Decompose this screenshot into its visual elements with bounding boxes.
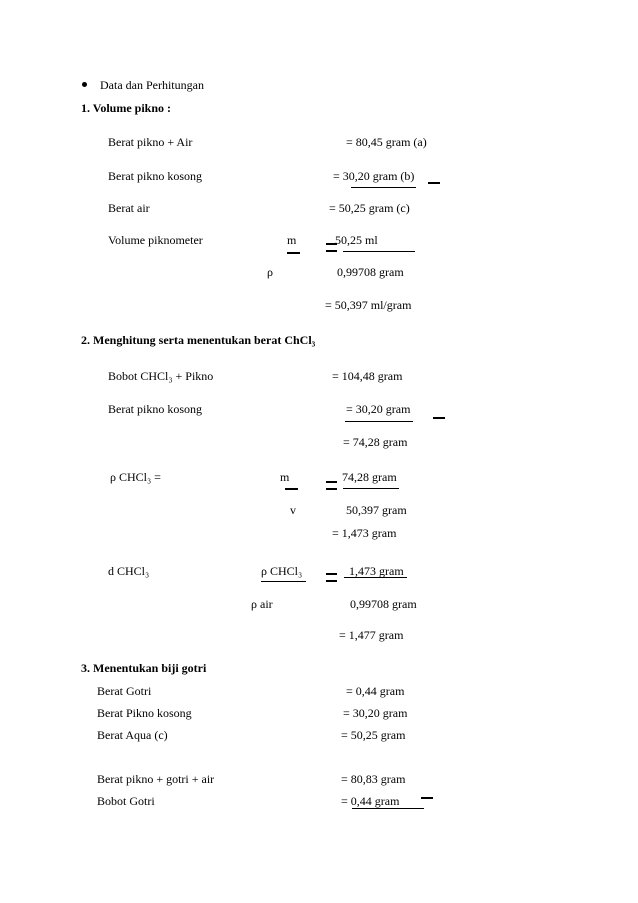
s3-row-label: Bobot Gotri [97, 794, 155, 808]
s1-row2-value: = 30,20 gram (b) [333, 169, 415, 183]
section-1-title: 1. Volume pikno : [81, 101, 172, 115]
s2-row1-label: Bobot CHCl₃ + Pikno [108, 369, 214, 383]
s2-rho-num-value: 74,28 gram [342, 470, 397, 484]
s1-row2-underline [351, 187, 416, 188]
s2-rho-num-symbol: m [280, 470, 290, 484]
s2-d-bar-left [261, 581, 306, 582]
s2-row2-result: = 74,28 gram [343, 435, 408, 449]
s3-row-value: = 30,20 gram [343, 706, 408, 720]
section-3-title: 3. Menentukan biji gotri [81, 661, 207, 675]
s2-row1-value: = 104,48 gram [332, 369, 403, 383]
s1-frac-den-symbol: ρ [267, 265, 273, 279]
equals-sign [326, 481, 337, 490]
s1-row3-label: Berat air [108, 201, 150, 215]
s2-row2-label: Berat pikno kosong [108, 402, 202, 416]
s1-row1-value: = 80,45 gram (a) [346, 135, 427, 149]
equals-sign [326, 573, 337, 582]
s1-result: = 50,397 ml/gram [325, 298, 412, 312]
s2-d-label: d CHCl₃ [108, 564, 150, 578]
s3-row-label: Berat Gotri [97, 684, 152, 698]
s3-row-value: = 0,44 gram [346, 684, 405, 698]
s2-rho-bar-right [343, 488, 399, 489]
s1-frac-bar-left [287, 252, 300, 254]
s1-frac-num-value: 50,25 ml [335, 233, 378, 247]
s3-row-value: = 80,83 gram [341, 772, 406, 786]
s3-row-value: = 0,44 gram [341, 794, 400, 808]
s2-d-bar-right [344, 577, 407, 578]
minus-sign [428, 182, 440, 184]
minus-sign [421, 797, 433, 799]
s2-rho-label: ρ CHCl₃ = [110, 470, 161, 484]
bullet-heading: Data dan Perhitungan [100, 78, 204, 92]
s3-underline [352, 808, 424, 809]
s2-rho-den-value: 50,397 gram [346, 503, 407, 517]
s1-row3-value: = 50,25 gram (c) [329, 201, 410, 215]
s2-rho-den-symbol: v [290, 503, 296, 517]
s2-rho-result: = 1,473 gram [332, 526, 397, 540]
s1-row1-label: Berat pikno + Air [108, 135, 193, 149]
s1-row2-label: Berat pikno kosong [108, 169, 202, 183]
s2-d-den-value: 0,99708 gram [350, 597, 417, 611]
s2-d-den-symbol: ρ air [251, 597, 273, 611]
s2-rho-bar-left [285, 488, 298, 490]
s1-row4-label: Volume piknometer [108, 233, 203, 247]
s2-row2-underline [345, 421, 413, 422]
s1-frac-bar-right [343, 251, 415, 252]
s3-row-value: = 50,25 gram [341, 728, 406, 742]
s3-row-label: Berat Pikno kosong [97, 706, 192, 720]
s1-frac-den-value: 0,99708 gram [337, 265, 404, 279]
s2-d-num-value: 1,473 gram [349, 564, 404, 578]
s2-d-num-symbol: ρ CHCl₃ [261, 564, 303, 578]
s1-frac-num-symbol: m [287, 233, 297, 247]
s3-row-label: Berat pikno + gotri + air [97, 772, 215, 786]
s2-row2-value: = 30,20 gram [346, 402, 411, 416]
minus-sign [433, 417, 445, 419]
s3-row-label: Berat Aqua (c) [97, 728, 168, 742]
bullet-dot [82, 82, 87, 87]
section-2-title: 2. Menghitung serta menentukan berat ChCl₃ [81, 333, 316, 347]
s2-d-result: = 1,477 gram [339, 628, 404, 642]
